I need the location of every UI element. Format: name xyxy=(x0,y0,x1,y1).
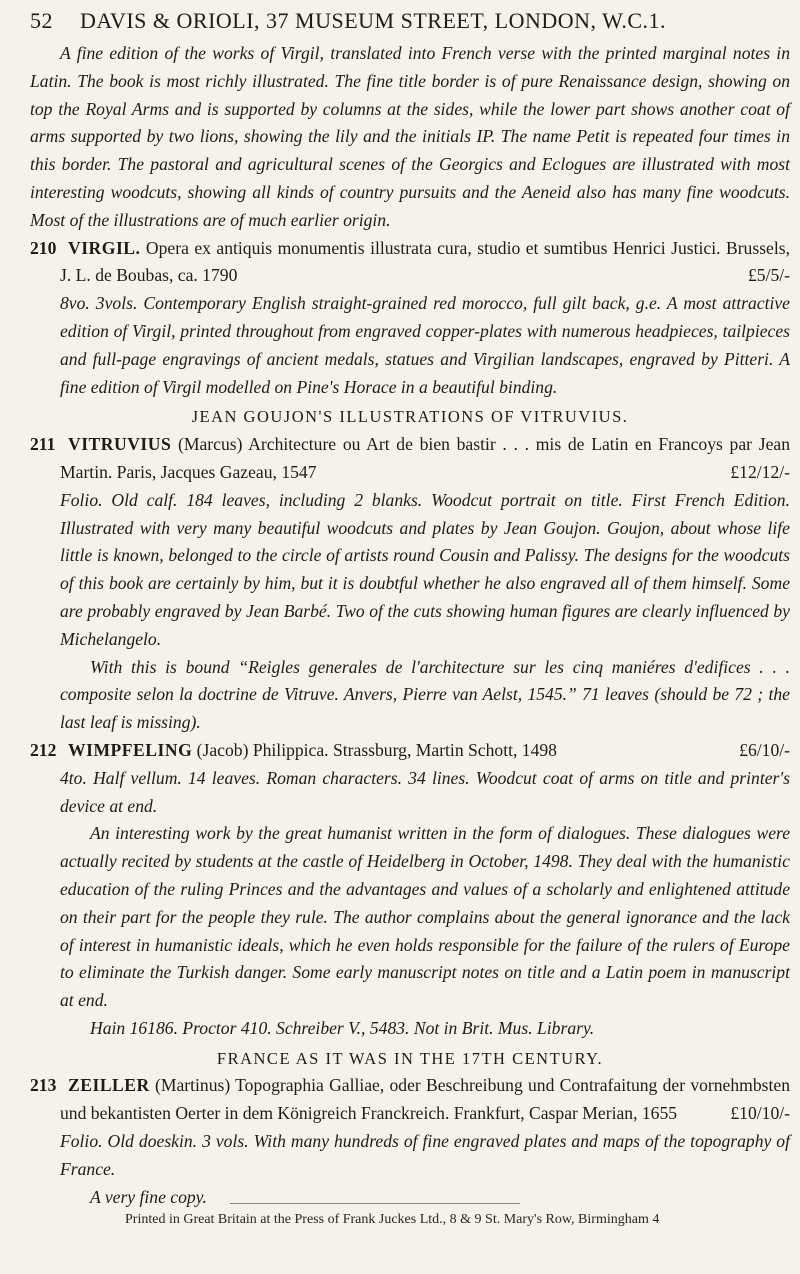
entry-number: 210 xyxy=(30,237,57,258)
entry-heading xyxy=(30,431,790,487)
entry-description: 8vo. 3vols. Contemporary English straight-grained red morocco, full gilt back, g.e. A most attractive edition of Virgil, printed throughout from engraved copper-plates with numerous headpieces, tailpieces and full-page engravings of ancient medals, statues and Virgilian landscapes, engraved by Pitteri. A fine edition of Virgil modelled on Pine's Horace in a beautiful binding. xyxy=(60,293,790,397)
entry-description: Folio. Old calf. 184 leaves, including 2 blanks. Woodcut portrait on title. First French Edition. Illustrated with very many beautiful woodcuts and plates by Jean Goujon. Goujon, about whose life little is known, belonged to the circle of artists round Cousin and Palissy. The designs for the woodcuts of this book are certainly by him, but it is doubtful whether he also engraved all of them himself. Some are probably engraved by Jean Barbé. Two of the cuts showing human figures are clearly influenced by Michelangelo. xyxy=(60,489,790,649)
entry-note: A very fine copy. xyxy=(90,1186,207,1207)
section-heading: FRANCE AS IT WAS IN THE 17TH CENTURY. xyxy=(216,1048,604,1068)
page-header xyxy=(30,8,790,34)
catalogue-entry xyxy=(30,235,790,402)
section-heading: JEAN GOUJON'S ILLUSTRATIONS OF VITRUVIUS. xyxy=(191,407,629,427)
entry-title: Opera ex antiquis monumentis illustrata cura, studio et sumtibus Henrici Justici. Brussels, J. L. de Boubas, ca. 1790 xyxy=(60,237,790,286)
entry-description: Folio. Old doeskin. 3 vols. With many hundreds of fine engraved plates and maps of the topography of France. xyxy=(60,1131,790,1179)
page-number: 52 xyxy=(30,8,53,33)
entry-author: VITRUVIUS xyxy=(68,434,172,455)
entry-price: £10/10/- xyxy=(730,1103,790,1124)
entry-author: ZEILLER xyxy=(68,1075,150,1096)
entry-title: (Martinus) Topographia Galliae, oder Beschreibung und Contrafaitung der vornehmbsten und bekantisten Oerter in dem Königreich Franckreich. Frankfurt, Caspar Merian, 1655 xyxy=(60,1075,790,1124)
entry-number: 212 xyxy=(30,739,57,760)
entry-heading xyxy=(30,1072,790,1128)
entry-description: 4to. Half vellum. 14 leaves. Roman characters. 34 lines. Woodcut coat of arms on title and printer's device at end. xyxy=(60,767,790,816)
entry-note: With this is bound “Reigles generales de l'architecture sur les cinq maniéres d'edifices . . . composite selon la doctrine de Vitruve. Anvers, Pierre van Aelst, 1545.” 71 leaves (should be 72 ; the last leaf is missing). xyxy=(60,656,790,733)
catalogue-entry xyxy=(30,431,790,737)
entries-list xyxy=(30,235,790,1212)
entry-title: (Jacob) Philippica. Strassburg, Martin Schott, 1498 xyxy=(196,739,557,760)
entry-heading xyxy=(30,737,790,765)
footer-rule xyxy=(230,1203,520,1204)
catalogue-entry xyxy=(30,1072,790,1211)
entry-price: £6/10/- xyxy=(739,739,790,760)
printer-imprint: Printed in Great Britain at the Press of Frank Juckes Ltd., 8 & 9 St. Mary's Row, Birmingham 4 xyxy=(125,1212,660,1227)
entry-note: An interesting work by the great humanist written in the form of dialogues. These dialogues were actually recited by students at the castle of Heidelberg in October, 1498. They deal with the humanistic education of the ruling Princes and the advantages and values of a scholarly and enlightened attitude on their part for the people they rule. The author complains about the general ignorance and the lack of interest in humanistic ideals, which he even holds responsible for the failure of the rulers of Europe to eliminate the Turkish danger. Some early manuscript notes on title and a Latin poem in manuscript at end. xyxy=(60,823,790,1011)
entry-author: VIRGIL. xyxy=(68,237,141,258)
entry-author: WIMPFELING xyxy=(68,739,193,760)
entry-heading xyxy=(30,235,790,291)
entry-number: 213 xyxy=(30,1075,57,1096)
entry-number: 211 xyxy=(30,434,56,455)
catalogue-content xyxy=(30,40,790,1211)
entry-price: £12/12/- xyxy=(730,461,790,482)
intro-paragraph: A fine edition of the works of Virgil, translated into French verse with the printed marginal notes in Latin. The book is most richly illustrated. The fine title border is of pure Renaissance design, showing on top the Royal Arms and is supported by columns at the sides, while the lower part shows another coat of arms supported by two lions, showing the lily and the initials IP. The name Petit is repeated four times in this border. The pastoral and agricultural scenes of the Georgics and Eclogues are illustrated with most interesting woodcuts, showing all kinds of country pursuits and the Aeneid also has many fine woodcuts. Most of the illustrations are of much earlier origin. xyxy=(30,43,790,230)
entry-title: (Marcus) Architecture ou Art de bien bastir . . . mis de Latin en Francoys par Jean Martin. Paris, Jacques Gazeau, 1547 xyxy=(60,434,790,482)
catalogue-entry xyxy=(30,737,790,1043)
bookseller-address: DAVIS & ORIOLI, 37 MUSEUM STREET, LONDON, W.C.1. xyxy=(80,8,667,33)
entry-price: £5/5/- xyxy=(747,265,790,286)
entry-note: Hain 16186. Proctor 410. Schreiber V., 5483. Not in Brit. Mus. Library. xyxy=(90,1017,595,1038)
